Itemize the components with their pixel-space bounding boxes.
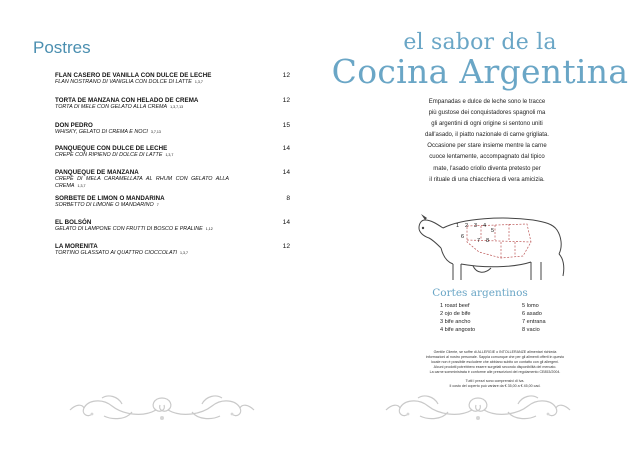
cut-entry: 7 entrana bbox=[522, 319, 546, 325]
notice-line: locale non è possibile escludere che abbiano subito un contatto con gli allergeni. bbox=[431, 360, 559, 364]
cut-number: 2 bbox=[465, 223, 469, 229]
cut-entry: 3 bife ancho bbox=[440, 319, 471, 325]
allergen-codes: 1,3,7 bbox=[165, 153, 174, 158]
notice-line: informazioni al nostro personale. Sappia comunque che per gli alimenti offerti in questo bbox=[425, 355, 565, 359]
menu-item-price: 14 bbox=[282, 145, 290, 152]
intro-line: Empanadas e dulce de leche sono le tracce bbox=[428, 99, 546, 105]
menu-item-name: SORBETE DE LIMON O MANDARINA bbox=[55, 195, 165, 202]
notice-line: La carne somministrata è conforme alle prescrizioni del regolamento CE853/2004. bbox=[429, 370, 561, 374]
intro-line: cuoce lentamente, accompagnato dal tipico bbox=[429, 154, 545, 161]
menu-item bbox=[55, 97, 290, 111]
menu-item bbox=[55, 72, 290, 86]
menu-item-description: SORBETTO DI LIMONE O MANDARINO 7 bbox=[55, 202, 159, 209]
menu-item-description: TORTINO GLASSATO AI QUATTRO CIOCCOLATI 1,3,7 bbox=[55, 250, 189, 257]
brand-tagline: el sabor de la bbox=[403, 30, 557, 55]
cuts-column bbox=[440, 302, 520, 334]
intro-paragraph bbox=[402, 97, 572, 186]
cut-entry: 1 roast beef bbox=[440, 303, 470, 309]
cuts-column bbox=[522, 302, 602, 334]
menu-item bbox=[55, 169, 290, 190]
menu-item-description: GELATO DI LAMPONE CON FRUTTI DI BOSCO E PRALINE 1,12 bbox=[55, 226, 213, 233]
notice-line: Alcuni prodotti potrebbero essere surgelati secondo disponibilità del mercato. bbox=[433, 365, 557, 369]
cuts-title: Cortes argentinos bbox=[432, 287, 528, 299]
menu-item-name: LA MORENITA bbox=[55, 243, 98, 250]
menu-item-description: WHISKY, GELATO DI CREMA E NOCI 3,7,13 bbox=[55, 129, 161, 136]
menu-item bbox=[55, 122, 290, 136]
menu-item-price: 12 bbox=[282, 72, 290, 79]
cut-number: 4 bbox=[483, 223, 487, 229]
menu-item-description: CREPE CON RIPIENO DI DOLCE DI LATTE 1,3,7 bbox=[55, 152, 174, 159]
menu-item bbox=[55, 195, 290, 209]
right-page bbox=[320, 0, 640, 452]
menu-item-name: PANQUEQUE DE MANZANA bbox=[55, 169, 139, 176]
intro-line: Occasione per stare insieme mentre la carne bbox=[427, 143, 547, 150]
cut-number: 1 bbox=[456, 223, 460, 229]
cut-number: 6 bbox=[461, 234, 465, 240]
cut-entry: 6 asado bbox=[522, 311, 542, 317]
cut-number: 5 bbox=[491, 228, 495, 234]
intro-line: più gustose dei conquistadores spagnoli ma bbox=[428, 110, 546, 117]
menu-item bbox=[55, 243, 290, 257]
allergen-codes: 7 bbox=[156, 203, 159, 208]
menu-item-name: EL BOLSÓN bbox=[55, 219, 92, 226]
menu-item-price: 8 bbox=[286, 195, 290, 202]
menu-item-price: 12 bbox=[282, 243, 290, 250]
cut-number: 3 bbox=[474, 223, 478, 229]
menu-item-name: FLAN CASERO DE VANILLA CON DULCE DE LECHE bbox=[55, 72, 212, 79]
scroll-ornament bbox=[62, 392, 262, 422]
cut-number: 8 bbox=[486, 238, 490, 244]
menu-item-name: DON PEDRO bbox=[55, 122, 93, 129]
intro-line: mate, l'asado criollo diventa pretesto per bbox=[433, 165, 541, 172]
notice-line: Tutti i prezzi sono comprensivi di Iva. bbox=[465, 379, 525, 383]
scroll-ornament bbox=[378, 392, 578, 422]
menu-item-price: 14 bbox=[282, 169, 290, 176]
allergen-codes: 1,3,7 bbox=[194, 80, 203, 85]
menu-item-name: TORTA DE MANZANA CON HELADO DE CREMA bbox=[55, 97, 199, 104]
cut-entry: 8 vacio bbox=[522, 327, 540, 333]
intro-line: gli argentini di ogni origine si sentono uniti bbox=[431, 121, 543, 128]
cut-entry: 4 bife angosto bbox=[440, 327, 476, 333]
brand-title: Cocina Argentina bbox=[331, 52, 629, 91]
intro-line: dall'asado, il piatto nazionale di carne grigliata. bbox=[425, 132, 549, 139]
cut-entry: 5 lomo bbox=[522, 303, 539, 309]
allergen-codes: 1,12 bbox=[205, 227, 213, 232]
allergy-notice bbox=[415, 350, 575, 389]
menu-item-price: 14 bbox=[282, 219, 290, 226]
notice-line: Il costo del coperto può variare da € 35,00 a € 45,00 cad. bbox=[449, 384, 541, 388]
allergen-codes: 1,3,7 bbox=[180, 251, 189, 256]
allergen-codes: 1,3,7,13 bbox=[170, 105, 184, 110]
menu-item bbox=[55, 219, 290, 233]
menu-item-price: 12 bbox=[282, 97, 290, 104]
notice-line: Gentile Cliente, se soffre di ALLERGIE o INTOLLERANZE alimentari richieda bbox=[433, 350, 557, 354]
cut-entry: 2 ojo de bife bbox=[440, 311, 471, 317]
menu-item-description: FLAN NOSTRANO DI VANIGLIA CON DOLCE DI LATTE 1,3,7 bbox=[55, 79, 203, 86]
menu-item-description: TORTA DI MELE CON GELATO ALLA CREMA 1,3,7,13 bbox=[55, 104, 184, 111]
allergen-codes: 3,7,13 bbox=[150, 130, 161, 135]
cut-number: 7 bbox=[477, 238, 481, 244]
intro-line: il rituale di una chiacchiera di vera amicizia. bbox=[429, 176, 545, 183]
menu-item-description: CREPÈ DI MELA CARAMELLATA AL RHUM CON GELATO ALLA CREMA 1,3,7 bbox=[55, 176, 229, 190]
menu-item-price: 15 bbox=[282, 122, 290, 129]
menu-item bbox=[55, 145, 290, 159]
beef-cuts-illustration bbox=[413, 206, 573, 289]
allergen-codes: 1,3,7 bbox=[77, 184, 86, 189]
section-title-postres: Postres bbox=[33, 38, 91, 57]
menu-item-name: PANQUEQUE CON DULCE DE LECHE bbox=[55, 145, 168, 152]
